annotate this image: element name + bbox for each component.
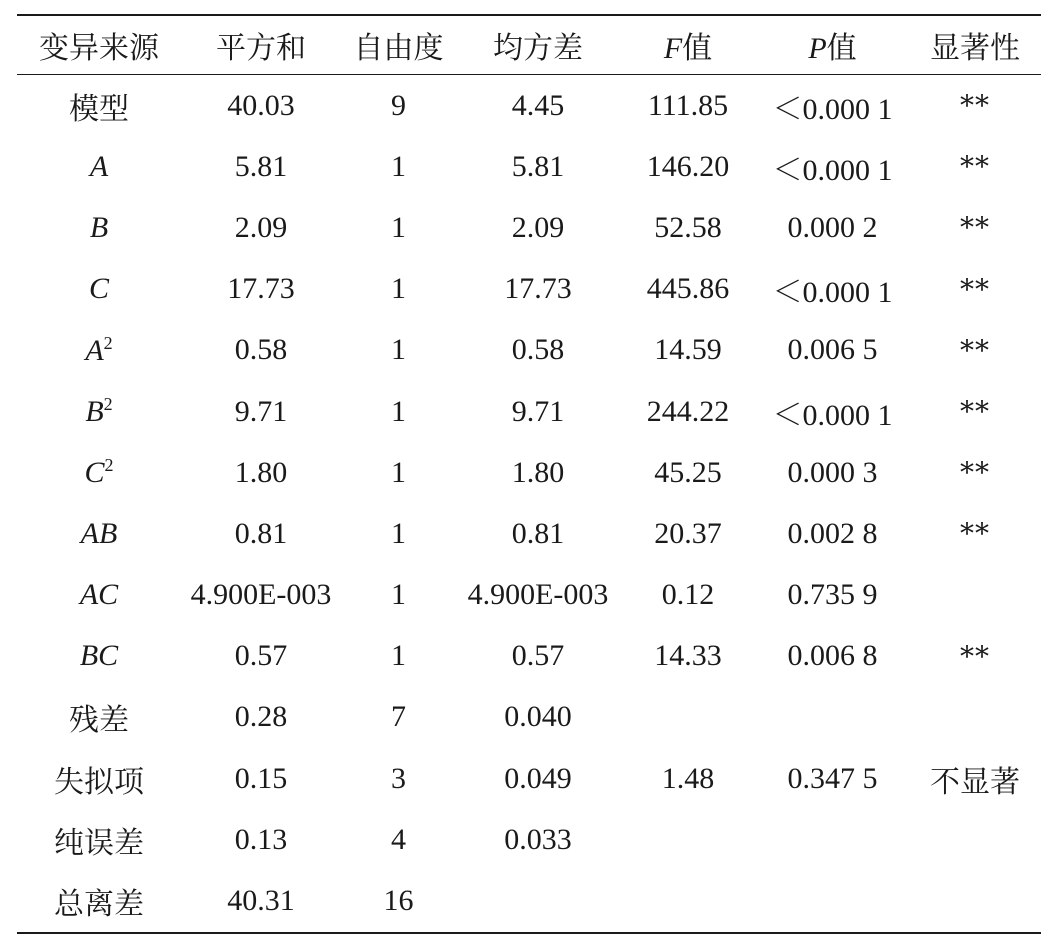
cell-p-value: 0.735 9 [787, 578, 878, 612]
source-label: A [89, 149, 109, 183]
cell-mean-square [456, 870, 620, 932]
cell-p-value: 0.000 3 [787, 455, 878, 489]
cell-sum-of-squares: 40.31 [227, 884, 295, 918]
cell-mean-square: 1.80 [511, 455, 565, 489]
source-label: C [88, 272, 109, 306]
cell-significance: ** [960, 89, 990, 123]
cell-source [17, 259, 181, 320]
cell-source [17, 320, 181, 381]
header-f-suffix: 值 [682, 31, 713, 66]
table-row [17, 197, 1041, 258]
header-significance: 显著性 [930, 31, 1020, 66]
header-p-value [756, 15, 909, 75]
cell-f-value: 14.59 [654, 333, 722, 367]
cell-sum-of-squares: 0.13 [234, 822, 288, 856]
table-row [17, 870, 1041, 932]
cell-significance: ** [960, 517, 990, 551]
table-row [17, 687, 1041, 748]
header-p-suffix: 值 [826, 31, 857, 66]
cell-degrees-of-freedom: 1 [391, 455, 406, 489]
cell-significance: ** [960, 456, 990, 490]
source-exponent: 2 [103, 332, 113, 353]
table-row [17, 136, 1041, 197]
table-row [17, 320, 1041, 381]
cell-source [17, 565, 181, 626]
cell-degrees-of-freedom: 16 [383, 884, 414, 918]
cell-significance [909, 687, 1041, 748]
cell-p-value: 0.006 5 [787, 333, 878, 367]
cell-p-value [756, 687, 909, 748]
header-source: 变异来源 [39, 31, 159, 66]
cell-degrees-of-freedom: 1 [391, 210, 406, 244]
cell-mean-square: 0.033 [504, 822, 572, 856]
cell-source [17, 197, 181, 258]
cell-significance: ** [960, 395, 990, 429]
cell-f-value: 445.86 [646, 272, 730, 306]
cell-p-value: 0.000 2 [787, 210, 878, 244]
cell-mean-square: 0.58 [511, 333, 565, 367]
cell-sum-of-squares: 0.28 [234, 700, 288, 734]
cell-degrees-of-freedom: 4 [391, 822, 406, 856]
cell-sum-of-squares: 0.58 [234, 333, 288, 367]
source-label: BC [79, 639, 119, 673]
cell-sum-of-squares: 0.57 [234, 639, 288, 673]
cell-p-value: 0.002 8 [787, 516, 878, 550]
table-row [17, 442, 1041, 503]
cell-p-value [756, 809, 909, 870]
cell-source [17, 687, 181, 748]
cell-sum-of-squares: 0.15 [234, 761, 288, 795]
cell-sum-of-squares: 40.03 [227, 88, 295, 122]
table-row [17, 381, 1041, 442]
source-label: AB [80, 516, 118, 550]
cell-degrees-of-freedom: 1 [391, 394, 406, 428]
header-sum-of-squares: 平方和 [216, 31, 306, 66]
cell-degrees-of-freedom: 1 [391, 149, 406, 183]
cell-mean-square: 0.57 [511, 639, 565, 673]
header-mean-square: 均方差 [493, 31, 583, 66]
cell-source [17, 809, 181, 870]
cell-significance: ** [960, 150, 990, 184]
cell-mean-square: 2.09 [511, 210, 565, 244]
cell-degrees-of-freedom: 1 [391, 333, 406, 367]
source-label: 失拟项 [54, 764, 144, 800]
cell-sum-of-squares: 17.73 [227, 272, 295, 306]
cell-mean-square: 4.900E-003 [467, 578, 609, 612]
cell-p-value [756, 870, 909, 932]
cell-degrees-of-freedom: 1 [391, 272, 406, 306]
header-f-value [620, 15, 756, 75]
source-label: C [84, 456, 105, 490]
cell-significance: ** [960, 333, 990, 367]
cell-significance: ** [960, 272, 990, 306]
cell-f-value: 146.20 [646, 149, 730, 183]
source-label: B [89, 210, 109, 244]
cell-mean-square: 5.81 [511, 149, 565, 183]
cell-sum-of-squares: 5.81 [234, 149, 288, 183]
cell-f-value: 52.58 [654, 210, 722, 244]
source-label: AC [79, 578, 119, 612]
table-row [17, 809, 1041, 870]
table-row [17, 75, 1041, 137]
cell-degrees-of-freedom: 1 [391, 639, 406, 673]
cell-mean-square: 0.81 [511, 516, 565, 550]
cell-significance [909, 565, 1041, 626]
cell-significance [909, 870, 1041, 932]
cell-f-value: 20.37 [654, 516, 722, 550]
header-row [17, 15, 1041, 75]
source-label: 残差 [69, 703, 129, 739]
table-row [17, 503, 1041, 564]
cell-significance: ** [960, 639, 990, 673]
cell-p-value: ＜0.000 1 [772, 398, 893, 432]
cell-f-value: 1.48 [661, 761, 715, 795]
table-row [17, 748, 1041, 809]
cell-sum-of-squares: 1.80 [234, 455, 288, 489]
header-p-symbol: P [808, 32, 827, 65]
cell-source [17, 75, 181, 137]
cell-source [17, 442, 181, 503]
cell-p-value: 0.006 8 [787, 639, 878, 673]
table-row [17, 565, 1041, 626]
table-body [17, 75, 1041, 933]
cell-source [17, 503, 181, 564]
source-label: 模型 [69, 91, 129, 127]
cell-degrees-of-freedom: 1 [391, 578, 406, 612]
cell-mean-square: 9.71 [511, 394, 565, 428]
cell-f-value: 0.12 [661, 578, 715, 612]
cell-degrees-of-freedom: 7 [391, 700, 406, 734]
cell-f-value [620, 809, 756, 870]
cell-f-value [620, 687, 756, 748]
cell-f-value: 45.25 [654, 455, 722, 489]
cell-sum-of-squares: 0.81 [234, 516, 288, 550]
source-label: 总离差 [54, 887, 144, 923]
cell-sum-of-squares: 9.71 [234, 394, 288, 428]
table-row [17, 259, 1041, 320]
cell-significance: ** [960, 211, 990, 245]
cell-source [17, 626, 181, 687]
cell-mean-square: 0.040 [504, 700, 572, 734]
source-label: B [85, 395, 104, 429]
cell-f-value: 14.33 [654, 639, 722, 673]
cell-p-value: 0.347 5 [787, 761, 878, 795]
source-exponent: 2 [103, 394, 113, 415]
cell-p-value: ＜0.000 1 [772, 276, 893, 310]
cell-sum-of-squares: 4.900E-003 [190, 578, 332, 612]
cell-degrees-of-freedom: 1 [391, 516, 406, 550]
cell-degrees-of-freedom: 3 [391, 761, 406, 795]
cell-significance [909, 809, 1041, 870]
source-label: 纯误差 [54, 825, 144, 861]
cell-significance: 不显著 [930, 764, 1020, 800]
anova-table-container [17, 14, 1041, 934]
cell-source [17, 381, 181, 442]
cell-degrees-of-freedom: 9 [391, 88, 406, 122]
cell-f-value: 244.22 [646, 394, 730, 428]
cell-f-value [620, 870, 756, 932]
source-label: A [85, 333, 104, 367]
source-exponent: 2 [104, 455, 114, 476]
cell-source [17, 870, 181, 932]
cell-sum-of-squares: 2.09 [234, 210, 288, 244]
cell-mean-square: 17.73 [504, 272, 572, 306]
cell-f-value: 111.85 [647, 88, 729, 122]
anova-table [17, 14, 1041, 934]
cell-mean-square: 0.049 [504, 761, 572, 795]
cell-mean-square: 4.45 [511, 88, 565, 122]
cell-p-value: ＜0.000 1 [772, 92, 893, 126]
cell-source [17, 748, 181, 809]
header-f-symbol: F [663, 32, 683, 65]
header-degrees-of-freedom: 自由度 [353, 31, 444, 66]
table-row [17, 626, 1041, 687]
cell-p-value: ＜0.000 1 [772, 153, 893, 187]
cell-source [17, 136, 181, 197]
